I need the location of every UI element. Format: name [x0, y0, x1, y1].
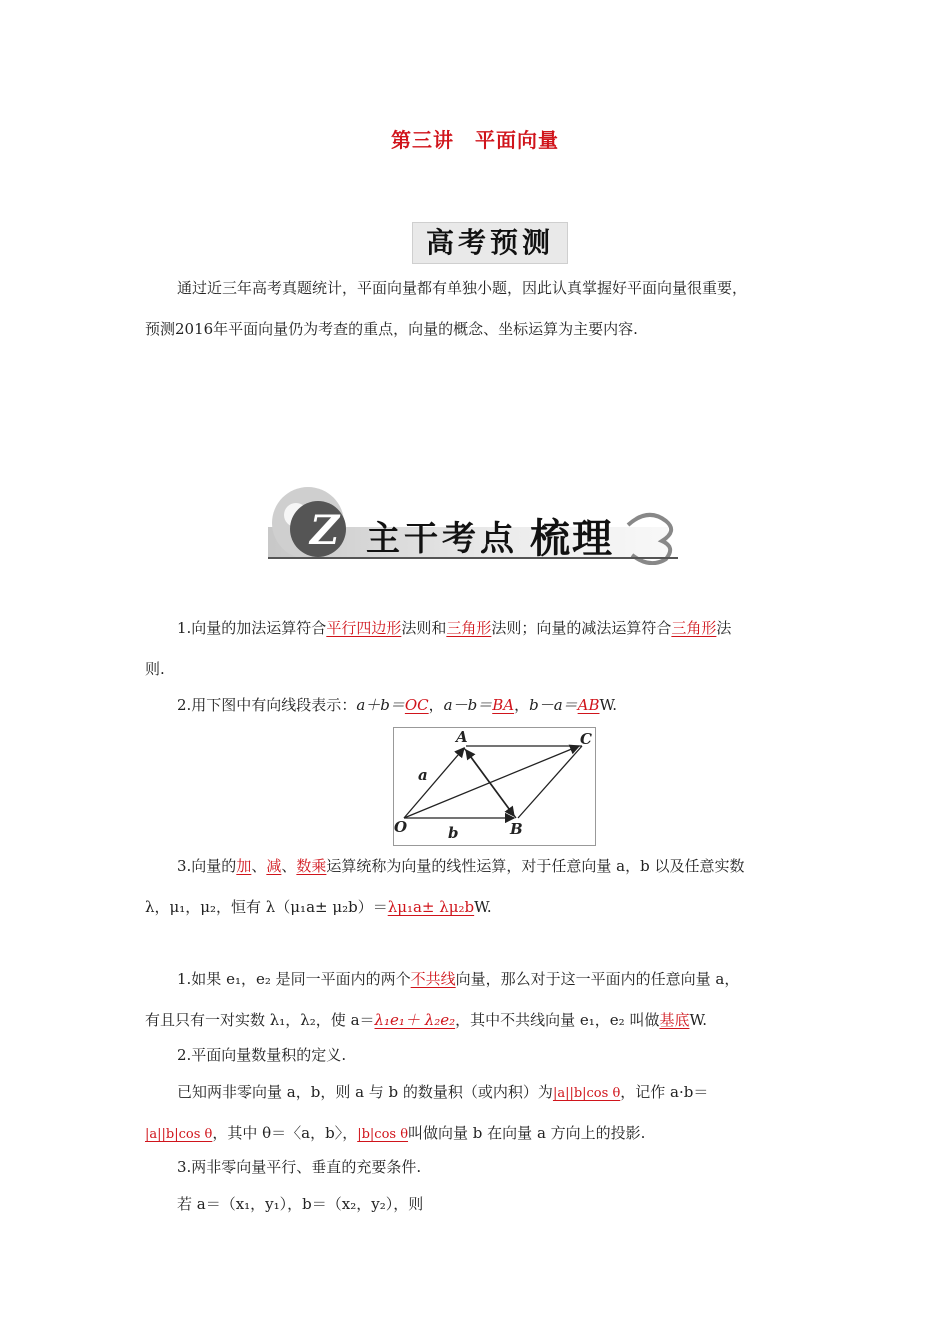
- label-a-point: A: [456, 728, 468, 746]
- answer: 平行四边形: [326, 619, 402, 637]
- answer: BA: [492, 696, 515, 714]
- review-banner: [268, 485, 686, 565]
- edge-bc: [518, 746, 582, 818]
- text: ，记作 a·b＝: [620, 1083, 709, 1101]
- answer: 三角形: [671, 619, 717, 637]
- expr: a＋b＝: [356, 696, 405, 714]
- label-b-point: B: [510, 820, 523, 838]
- text: W.: [474, 898, 492, 916]
- review-banner-text: 主干考点: [366, 519, 518, 559]
- answer: 减: [266, 857, 282, 875]
- s1-item-3-line-2: [145, 897, 492, 917]
- prediction-line-1: 通过近三年高考真题统计，平面向量都有单独小题，因此认真掌握好平面向量很重要，: [177, 279, 748, 297]
- text: ，其中不共线向量 e₁，e₂ 叫做: [455, 1011, 660, 1029]
- answer: |b|cos θ: [357, 1127, 409, 1142]
- text: 3.向量的: [177, 857, 237, 875]
- answer: OC: [404, 696, 429, 714]
- text: W.: [689, 1011, 708, 1029]
- text: 法: [716, 619, 732, 637]
- review-banner-bold-text: 梳理: [530, 515, 614, 562]
- text: ，: [514, 696, 530, 714]
- answer: 三角形: [446, 619, 492, 637]
- text: ，其中 θ＝〈a，b〉，: [212, 1124, 358, 1142]
- text: 法则和: [401, 619, 447, 637]
- s2-item-1-line-1: [177, 969, 739, 989]
- s2-item-1-line-2: [145, 1010, 707, 1030]
- s2-item-2-heading: 2.平面向量数量积的定义.: [177, 1046, 347, 1064]
- text: 向量，那么对于这一平面内的任意向量 a，: [455, 970, 740, 988]
- answer: |a||b|cos θ: [145, 1127, 213, 1142]
- text: λ，μ₁，μ₂，恒有 λ（μ₁a± μ₂b）＝: [145, 898, 388, 916]
- text: 、: [251, 857, 267, 875]
- answer: λ₁e₁＋ λ₂e₂: [374, 1011, 456, 1029]
- label-o-point: O: [394, 818, 408, 836]
- text: 已知两非零向量 a，b，则 a 与 b 的数量积（或内积）为: [177, 1083, 553, 1101]
- label-c-point: C: [580, 730, 592, 748]
- vector-ba: [466, 750, 516, 818]
- s1-item-3-line-1: [177, 856, 744, 876]
- s1-item-2: [177, 695, 617, 715]
- text: W.: [599, 696, 618, 714]
- prediction-line-2: 预测2016年平面向量仍为考查的重点，向量的概念、坐标运算为主要内容.: [145, 320, 638, 338]
- s1-item-1-line-2: 则.: [145, 660, 165, 678]
- s2-item-3-line-1: 若 a＝（x₁，y₁），b＝（x₂，y₂），则: [177, 1195, 424, 1213]
- answer: λμ₁a± λμ₂b: [387, 898, 475, 916]
- answer: AB: [577, 696, 600, 714]
- text: 1.如果 e₁，e₂ 是同一平面内的两个: [177, 970, 411, 988]
- vector-a: [404, 748, 464, 818]
- label-vector-a: a: [418, 766, 428, 784]
- expr: a－b＝: [443, 696, 493, 714]
- vector-oc: [404, 746, 579, 818]
- parallelogram-figure: [393, 727, 596, 846]
- answer: 加: [236, 857, 252, 875]
- answer: 不共线: [410, 970, 456, 988]
- s1-item-1-line-1: [177, 618, 731, 638]
- prediction-banner: 高考预测: [412, 222, 568, 264]
- text: 法则；向量的减法运算符合: [491, 619, 672, 637]
- page-title: 第三讲 平面向量: [391, 128, 559, 152]
- s2-item-2-line-2: [145, 1123, 645, 1145]
- answer: 基底: [659, 1011, 690, 1029]
- text: ，: [428, 696, 444, 714]
- text: 叫做向量 b 在向量 a 方向上的投影.: [408, 1124, 646, 1142]
- s2-item-3-heading: 3.两非零向量平行、垂直的充要条件.: [177, 1158, 422, 1176]
- text: 2.用下图中有向线段表示：: [177, 696, 357, 714]
- s2-item-2-line-1: [177, 1082, 708, 1104]
- label-vector-b: b: [448, 824, 459, 842]
- answer: |a||b|cos θ: [552, 1086, 621, 1101]
- expr: b－a＝: [529, 696, 578, 714]
- text: 、: [281, 857, 297, 875]
- answer: 数乘: [296, 857, 327, 875]
- vector-diagram: [394, 728, 595, 845]
- text: 1.向量的加法运算符合: [177, 619, 327, 637]
- review-banner-letter: Z: [310, 507, 340, 554]
- text: 运算统称为向量的线性运算，对于任意向量 a，b 以及任意实数: [326, 857, 745, 875]
- text: 有且只有一对实数 λ₁，λ₂，使 a＝: [145, 1011, 375, 1029]
